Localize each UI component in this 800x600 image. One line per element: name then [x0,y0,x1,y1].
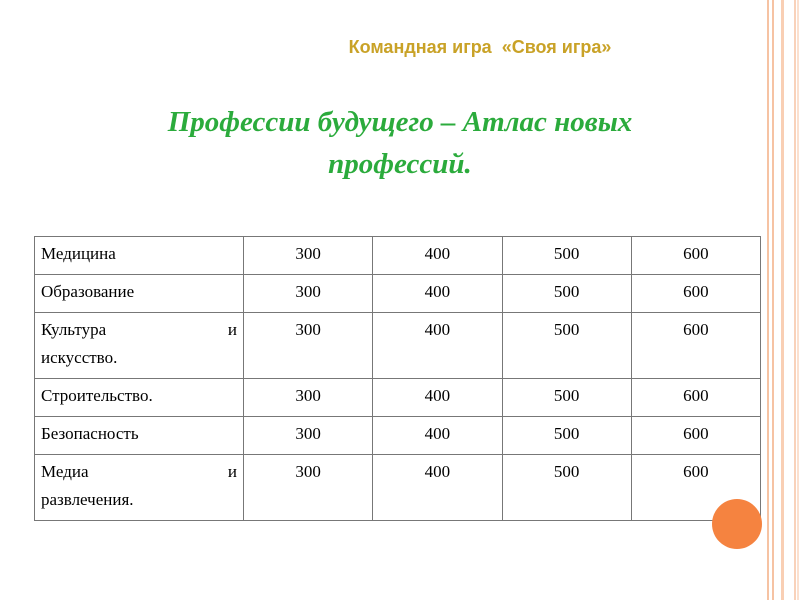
category-cell: Строительство. [35,379,244,417]
points-cell[interactable]: 600 [631,417,760,455]
table-row [35,313,761,379]
points-cell[interactable]: 600 [631,313,760,379]
points-cell[interactable]: 400 [373,455,502,521]
points-cell[interactable]: 300 [244,379,373,417]
category-cell [35,313,244,379]
points-cell[interactable]: 400 [373,417,502,455]
points-cell[interactable]: 500 [502,275,631,313]
points-cell[interactable]: 500 [502,379,631,417]
category-label-line1: Медиа и [41,462,237,481]
points-cell[interactable]: 400 [373,379,502,417]
slide-title: Профессии будущего – Атлас новых профессий. [167,106,633,180]
table-row [35,417,761,455]
points-cell[interactable]: 300 [244,417,373,455]
table-row [35,455,761,521]
decorative-circle [712,499,762,549]
points-cell[interactable]: 400 [373,275,502,313]
table-row [35,237,761,275]
points-cell[interactable]: 600 [631,237,760,275]
decorative-edge-line [797,0,799,600]
points-cell[interactable]: 500 [502,455,631,521]
category-cell: Образование [35,275,244,313]
points-cell[interactable]: 600 [631,275,760,313]
decorative-edge-line [767,0,769,600]
category-label-line1: Культура и [41,320,237,339]
game-board-table [34,236,761,521]
category-cell [35,455,244,521]
decorative-edge-line [772,0,774,600]
table-row [35,379,761,417]
points-cell[interactable]: 300 [244,313,373,379]
points-cell[interactable]: 600 [631,455,760,521]
points-cell[interactable]: 500 [502,237,631,275]
decorative-edge-line [781,0,784,600]
points-cell[interactable]: 300 [244,237,373,275]
points-cell[interactable]: 400 [373,237,502,275]
slide-subtitle: Командная игра «Своя игра» [348,37,612,57]
points-cell[interactable]: 300 [244,455,373,521]
points-cell[interactable]: 500 [502,417,631,455]
category-label-line2: развлечения. [41,490,134,509]
points-cell[interactable]: 300 [244,275,373,313]
category-cell: Медицина [35,237,244,275]
decorative-edge-line [794,0,796,600]
points-cell[interactable]: 600 [631,379,760,417]
points-cell[interactable]: 400 [373,313,502,379]
category-label-line2: искусство. [41,348,118,367]
category-cell: Безопасность [35,417,244,455]
points-cell[interactable]: 500 [502,313,631,379]
table-row [35,275,761,313]
